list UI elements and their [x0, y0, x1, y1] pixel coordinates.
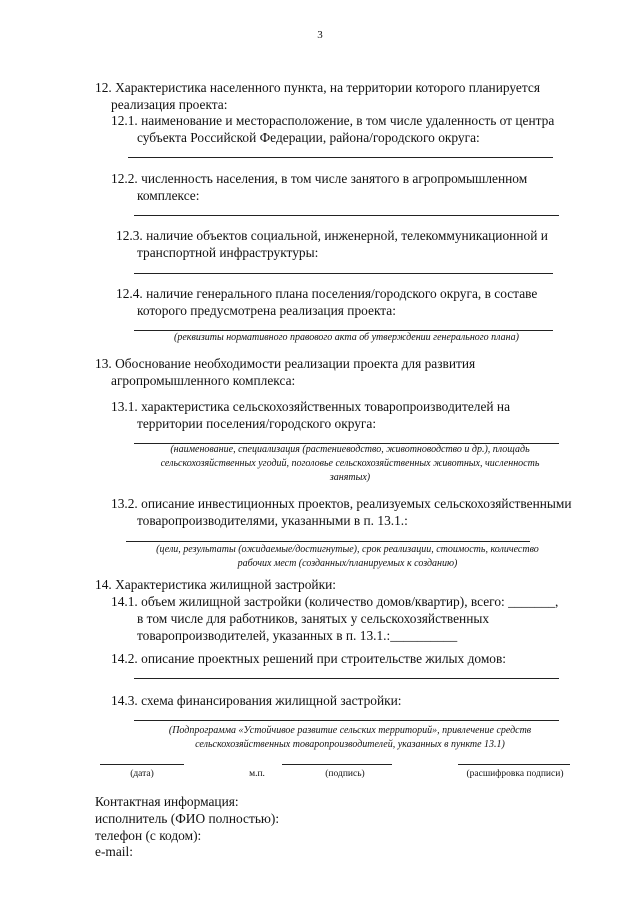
fill-line [134, 678, 559, 679]
item-13-2-cont: товаропроизводителями, указанными в п. 13.1.: [137, 513, 408, 528]
item-14-3-note-1: (Подпрограмма «Устойчивое развитие сельских территорий», привлечение средств [168, 725, 532, 736]
contacts-phone: телефон (с кодом): [95, 828, 202, 843]
fill-line [134, 720, 559, 721]
fill-line [128, 157, 553, 158]
section-12-title-cont: реализация проекта: [111, 97, 228, 112]
item-14-1-cont: в том числе для работников, занятых у сельскохозяйственных [137, 611, 490, 626]
item-12-1: 12.1. наименование и месторасположение, в том числе удаленность от центра [111, 113, 555, 128]
decode-line [458, 764, 570, 765]
item-12-4: 12.4. наличие генерального плана поселения/городского округа, в составе [116, 286, 538, 301]
item-13-2-note-1: (цели, результаты (ожидаемые/достигнутые), срок реализации, стоимость, количество [156, 544, 539, 555]
item-13-2: 13.2. описание инвестиционных проектов, реализуемых сельскохозяйственными [111, 496, 572, 511]
item-12-4-note: (реквизиты нормативного правового акта об утверждении генерального плана) [174, 332, 519, 343]
date-line [100, 764, 184, 765]
fill-line [134, 215, 559, 216]
item-12-1-cont: субъекта Российской Федерации, района/городского округа: [137, 130, 480, 145]
item-13-1-note-2: сельскохозяйственных угодий, поголовье сельскохозяйственных животных, численность [160, 458, 540, 469]
item-12-2: 12.2. численность населения, в том числе занятого в агропромышленном [111, 171, 528, 186]
decode-label: (расшифровка подписи) [466, 769, 564, 779]
item-14-3: 14.3. схема финансирования жилищной застройки: [111, 693, 402, 708]
item-13-1-cont: территории поселения/городского округа: [137, 416, 377, 431]
item-14-2: 14.2. описание проектных решений при строительстве жилых домов: [111, 651, 507, 666]
fill-line [134, 273, 553, 274]
section-13-title: 13. Обоснование необходимости реализации проекта для развития [95, 356, 476, 371]
contacts-executor: исполнитель (ФИО полностью): [95, 811, 280, 826]
item-14-1: 14.1. объем жилищной застройки (количество домов/квартир), всего: _______, [111, 594, 559, 609]
item-14-3-note-2: сельскохозяйственных товаропроизводителей, указанных в пункте 13.1) [195, 739, 505, 750]
item-13-1: 13.1. характеристика сельскохозяйственных товаропроизводителей на [111, 399, 511, 414]
item-12-4-cont: которого предусмотрена реализация проекта: [137, 303, 396, 318]
item-12-2-cont: комплексе: [137, 188, 200, 203]
date-label: (дата) [130, 769, 154, 779]
signature-label: (подпись) [325, 769, 365, 779]
signature-line [282, 764, 392, 765]
section-12-title: 12. Характеристика населенного пункта, на территории которого планируется [95, 80, 540, 95]
item-13-1-note-1: (наименование, специализация (растениеводство, животноводство и др.), площадь [170, 444, 530, 455]
item-12-3-cont: транспортной инфраструктуры: [137, 245, 319, 260]
page-number: 3 [317, 29, 323, 41]
contacts-email: e-mail: [95, 844, 133, 859]
item-13-1-note-3: занятых) [329, 472, 371, 483]
item-14-1-cont-2: товаропроизводителей, указанных в п. 13.1.:__________ [137, 628, 458, 643]
stamp-label: м.п. [249, 769, 265, 779]
section-13-title-cont: агропромышленного комплекса: [111, 373, 296, 388]
item-13-2-note-2: рабочих мест (созданных/планируемых к созданию) [237, 558, 458, 569]
fill-line [126, 541, 530, 542]
section-14-title: 14. Характеристика жилищной застройки: [95, 577, 336, 592]
contacts-title: Контактная информация: [95, 794, 239, 809]
item-12-3: 12.3. наличие объектов социальной, инженерной, телекоммуникационной и [116, 228, 548, 243]
